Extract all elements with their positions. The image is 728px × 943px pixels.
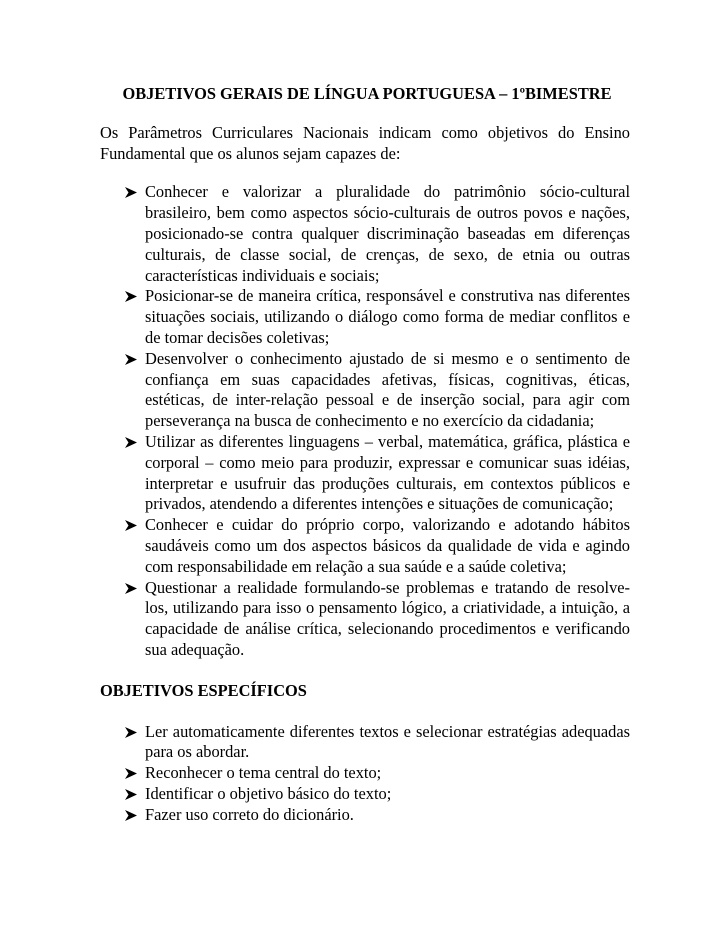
specific-objectives-heading: OBJETIVOS ESPECÍFICOS bbox=[100, 680, 307, 700]
list-item-text: Utilizar as diferentes linguagens – verbal, matemática, gráfica, plástica e corporal – como meio para produzir, expressar e comunicar suas idéias, interpretar e usufruir das produções culturais, em contextos públicos e privados, atendendo a diferentes intenções e situações de comunicação; bbox=[145, 431, 630, 514]
arrow-bullet-icon bbox=[124, 286, 140, 306]
arrow-bullet-icon bbox=[124, 784, 140, 804]
arrow-bullet-icon bbox=[124, 763, 140, 783]
arrow-bullet-icon bbox=[124, 515, 140, 535]
document-page bbox=[100, 84, 630, 826]
list-item bbox=[100, 515, 630, 577]
list-item-text: Fazer uso correto do dicionário. bbox=[145, 804, 354, 824]
arrow-bullet-icon bbox=[124, 722, 140, 742]
list-item bbox=[100, 432, 630, 515]
arrow-bullet-icon bbox=[124, 805, 140, 825]
list-item-text: Ler automaticamente diferentes textos e selecionar estratégias adequadas para os abordar. bbox=[145, 721, 630, 762]
list-item-text: Questionar a realidade formulando-se problemas e tratando de resolve-los, utilizando para isso o pensamento lógico, a criatividade, a intuição, a capacidade de análise crítica, selecionando procedimentos e verificando sua adequação. bbox=[145, 577, 630, 659]
list-item bbox=[100, 784, 630, 805]
list-item-text: Conhecer e cuidar do próprio corpo, valorizando e adotando hábitos saudáveis como um dos aspectos básicos da qualidade de vida e agindo com responsabilidade em relação a sua saúde e a saúde coletiva; bbox=[145, 515, 630, 576]
list-item-text: Desenvolver o conhecimento ajustado de si mesmo e o sentimento de confiança em suas capacidades afetivas, físicas, cognitivas, éticas, estéticas, de inter-relação pessoal e de inserção social, para agir com perseverança na busca de conhecimento e no exercício da cidadania; bbox=[145, 348, 630, 431]
arrow-bullet-icon bbox=[124, 182, 140, 202]
arrow-bullet-icon bbox=[124, 349, 140, 369]
arrow-bullet-icon bbox=[124, 432, 140, 452]
list-item bbox=[100, 805, 630, 826]
list-item bbox=[100, 722, 630, 764]
specific-objectives-list bbox=[100, 722, 630, 826]
list-item-text: Identificar o objetivo básico do texto; bbox=[145, 783, 392, 803]
list-item-text: Posicionar-se de maneira crítica, responsável e construtiva nas diferentes situações sociais, utilizando o diálogo como forma de mediar conflitos e de tomar decisões coletivas; bbox=[145, 286, 630, 347]
list-item-text: Conhecer e valorizar a pluralidade do patrimônio sócio-cultural brasileiro, bem como aspectos sócio-culturais de outros povos e nações, posicionado-se contra qualquer discriminação baseadas em diferenças culturais, de classe social, de crenças, de sexo, de etnia ou outras características individuais e sociais; bbox=[145, 182, 630, 285]
arrow-bullet-icon bbox=[124, 578, 140, 598]
general-objectives-list bbox=[100, 182, 630, 660]
list-item bbox=[100, 578, 630, 661]
list-item bbox=[100, 286, 630, 348]
list-item bbox=[100, 349, 630, 432]
list-item bbox=[100, 763, 630, 784]
intro-paragraph: Os Parâmetros Curriculares Nacionais indicam como objetivos do Ensino Fundamental que os alunos sejam capazes de: bbox=[100, 122, 630, 163]
list-item bbox=[100, 182, 630, 286]
document-title: OBJETIVOS GERAIS DE LÍNGUA PORTUGUESA – 1ºBIMESTRE bbox=[122, 84, 612, 103]
list-item-text: Reconhecer o tema central do texto; bbox=[145, 763, 382, 783]
